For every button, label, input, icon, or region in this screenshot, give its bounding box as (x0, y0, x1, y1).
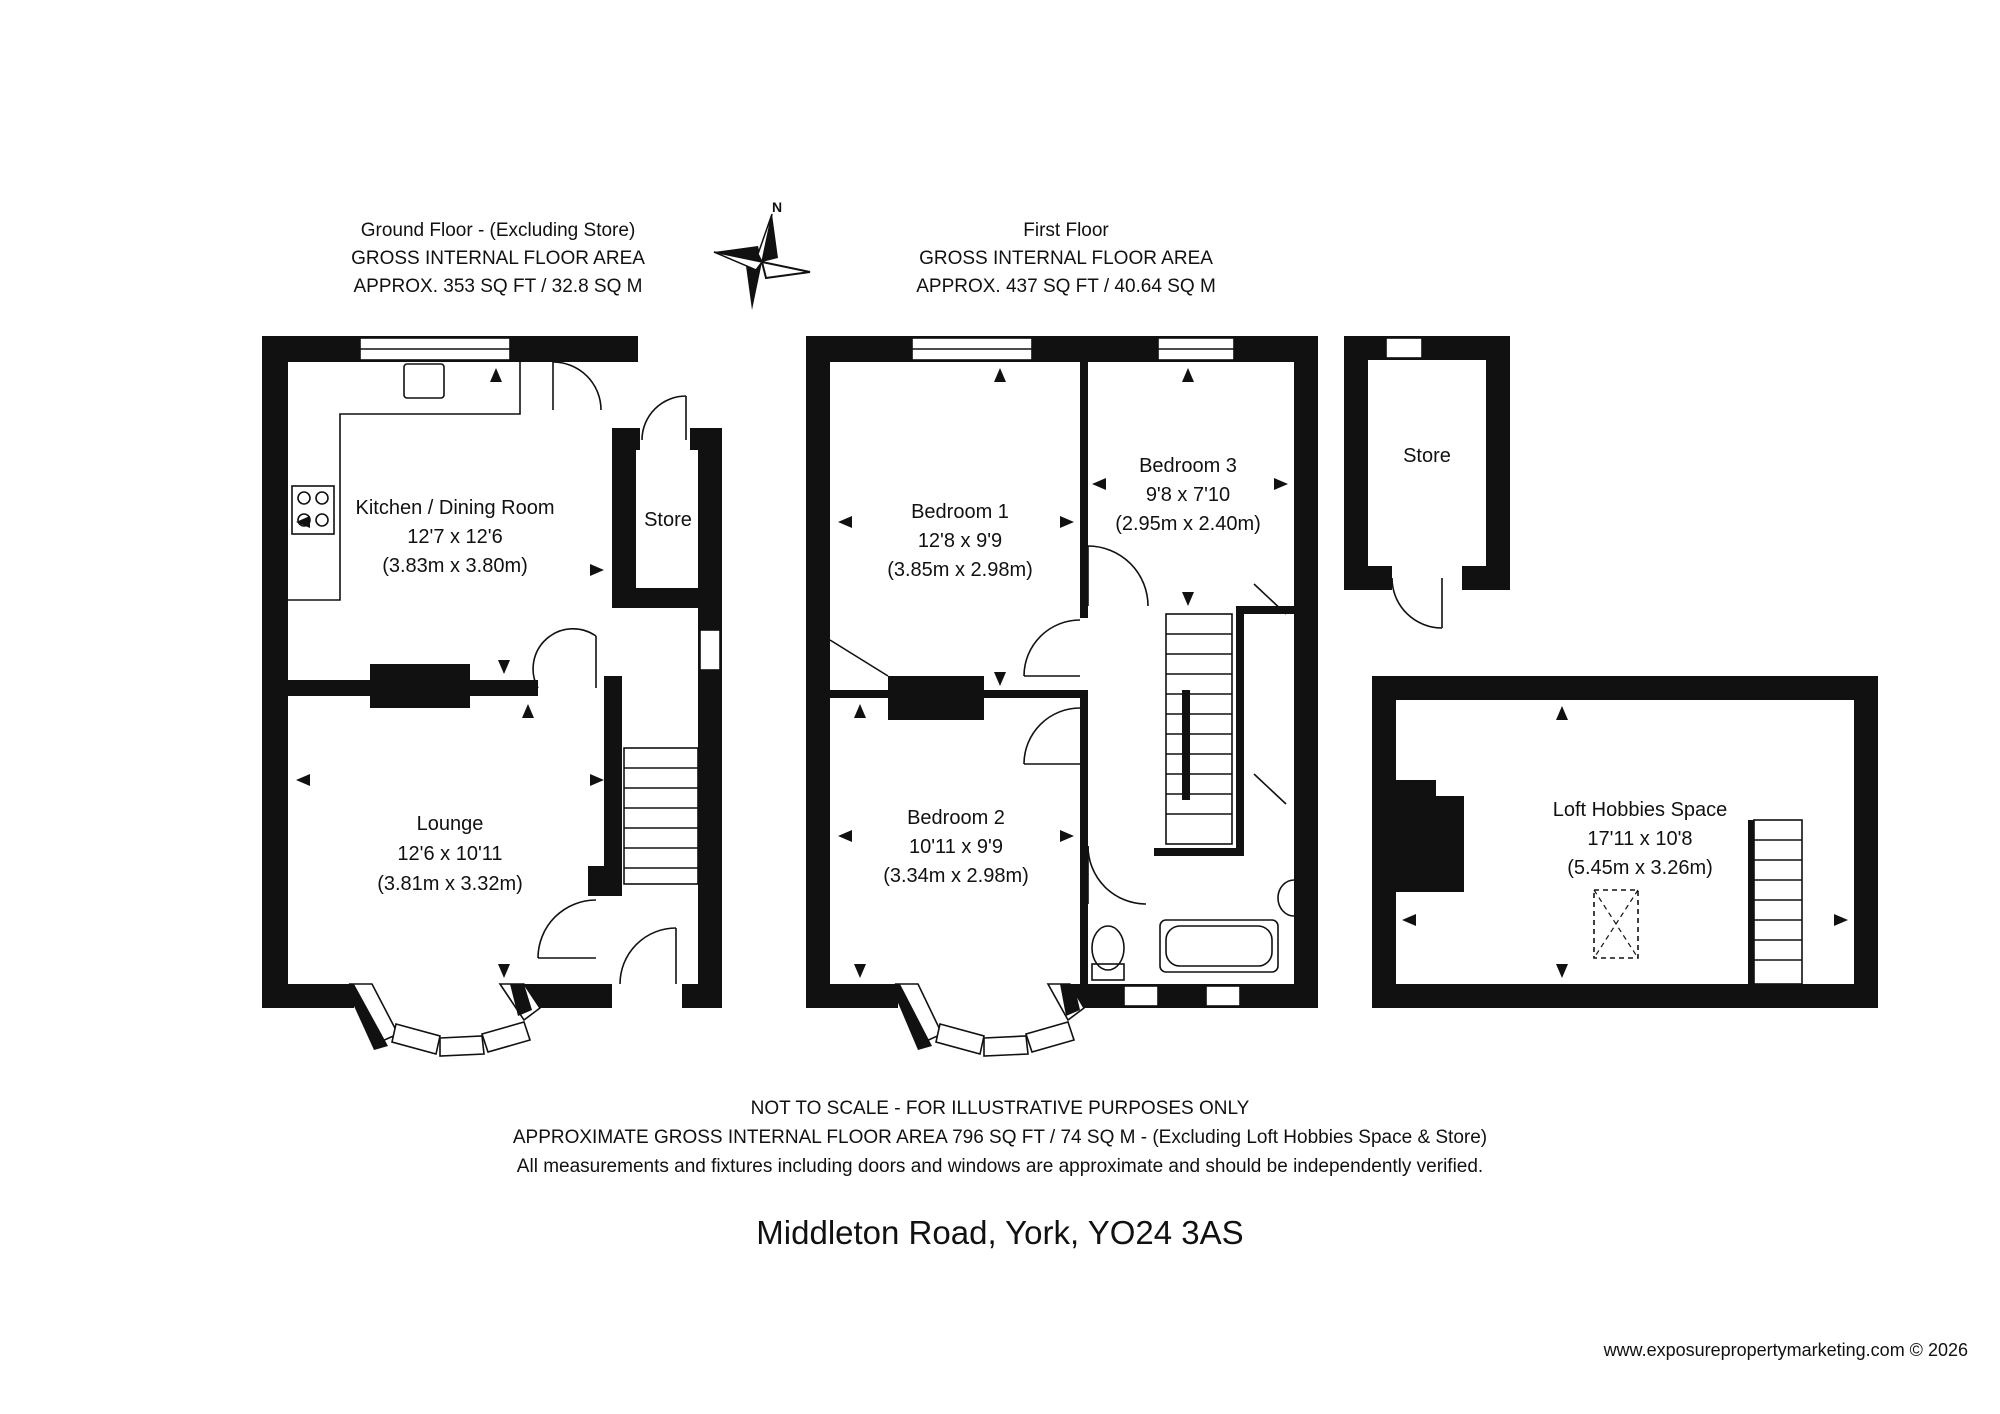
compass-icon (714, 199, 810, 310)
compass-north-label: N (772, 199, 783, 215)
loft-imperial: 17'11 x 10'8 (1587, 828, 1693, 850)
bedroom3-label: Bedroom 3 (1139, 455, 1237, 477)
ground-store-label: Store (644, 509, 692, 531)
ground-floor-plan (262, 336, 722, 1056)
not-to-scale-note: NOT TO SCALE - FOR ILLUSTRATIVE PURPOSES ONLY (750, 1098, 1250, 1119)
first-floor-title: First Floor (1023, 220, 1109, 241)
disclaimer-note: All measurements and fixtures including doors and windows are approximate and should be independently verified. (516, 1156, 1484, 1177)
total-area-note: APPROXIMATE GROSS INTERNAL FLOOR AREA 796 SQ FT / 74 SQ M - (Excluding Loft Hobbies Space & Store) (512, 1127, 1488, 1148)
first-floor-plan (806, 336, 1318, 1056)
ground-floor-area-value: APPROX. 353 SQ FT / 32.8 SQ M (353, 276, 643, 297)
loft-label: Loft Hobbies Space (1552, 799, 1728, 821)
bedroom2-imperial: 10'11 x 9'9 (908, 836, 1004, 858)
website-credit: www.exposurepropertymarketing.com © 2026 (1603, 1340, 1968, 1360)
bedroom2-label: Bedroom 2 (907, 807, 1005, 829)
outbuilding-store-label: Store (1403, 445, 1451, 467)
property-address: Middleton Road, York, YO24 3AS (756, 1214, 1244, 1251)
kitchen-dining-metric: (3.83m x 3.80m) (382, 555, 528, 577)
first-floor-staircase (1166, 614, 1232, 844)
first-floor-area-label: GROSS INTERNAL FLOOR AREA (919, 248, 1213, 269)
lounge-metric: (3.81m x 3.32m) (377, 873, 523, 895)
bedroom3-imperial: 9'8 x 7'10 (1145, 484, 1231, 506)
outbuilding-store-plan (1344, 336, 1510, 628)
lounge-imperial: 12'6 x 10'11 (397, 843, 503, 865)
lounge-label: Lounge (416, 813, 484, 835)
ground-floor-heading (351, 220, 645, 297)
bedroom2-metric: (3.34m x 2.98m) (883, 865, 1029, 887)
kitchen-dining-imperial: 12'7 x 12'6 (407, 526, 503, 548)
ground-floor-title: Ground Floor - (Excluding Store) (360, 220, 636, 241)
kitchen-dining-label: Kitchen / Dining Room (355, 497, 555, 519)
ground-staircase (624, 748, 698, 884)
ground-floor-area-label: GROSS INTERNAL FLOOR AREA (351, 248, 645, 269)
bedroom2-bay-window (890, 984, 1084, 1056)
bedroom1-metric: (3.85m x 2.98m) (887, 559, 1033, 581)
first-floor-area-value: APPROX. 437 SQ FT / 40.64 SQ M (916, 276, 1216, 297)
loft-metric: (5.45m x 3.26m) (1567, 857, 1713, 879)
first-floor-heading (916, 220, 1216, 297)
lounge-bay-window (344, 984, 540, 1056)
loft-plan (1372, 676, 1878, 1008)
bedroom3-metric: (2.95m x 2.40m) (1115, 513, 1261, 535)
bedroom1-label: Bedroom 1 (911, 501, 1009, 523)
bedroom1-imperial: 12'8 x 9'9 (917, 530, 1003, 552)
